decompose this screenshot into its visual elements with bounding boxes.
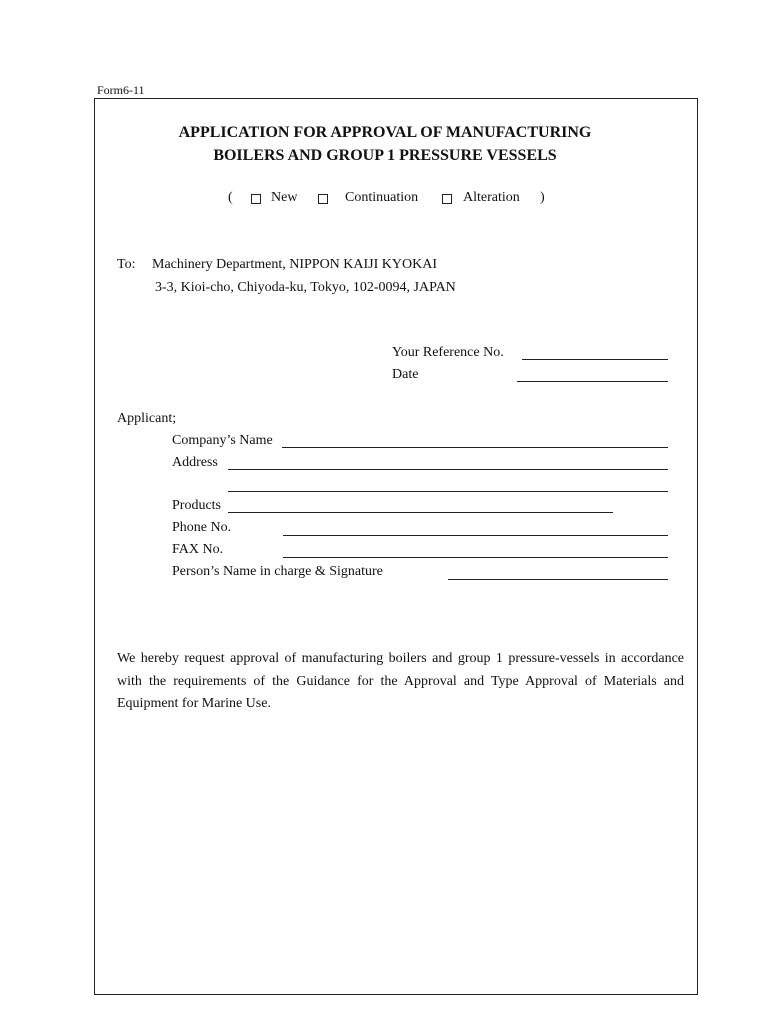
- to-label: To:: [117, 257, 136, 272]
- recipient-department: Machinery Department, NIPPON KAIJI KYOKAI: [152, 257, 437, 272]
- continuation-option-label: Continuation: [345, 190, 419, 205]
- alteration-checkbox[interactable]: [442, 194, 452, 204]
- request-statement: We hereby request approval of manufacturing boilers and group 1 pressure-vessels in accordance with the requirements of the Guidance for the Approval and Type Approval of Materials and Equipment for Marine Use.: [117, 651, 684, 711]
- person-in-charge-label: Person’s Name in charge & Signature: [172, 564, 383, 579]
- date-field[interactable]: [517, 381, 668, 382]
- person-in-charge-field[interactable]: [448, 579, 668, 580]
- open-paren: (: [228, 190, 233, 205]
- alteration-option-label: Alteration: [463, 190, 520, 205]
- phone-label: Phone No.: [172, 520, 232, 535]
- form-title-line-2: BOILERS AND GROUP 1 PRESSURE VESSELS: [213, 147, 557, 164]
- reference-number-field[interactable]: [522, 359, 668, 360]
- date-label: Date: [392, 367, 419, 382]
- fax-label: FAX No.: [172, 542, 224, 557]
- reference-number-label: Your Reference No.: [392, 345, 504, 360]
- new-option-label: New: [271, 190, 298, 205]
- recipient-address: 3-3, Kioi-cho, Chiyoda-ku, Tokyo, 102-0094, JAPAN: [155, 280, 456, 295]
- continuation-checkbox[interactable]: [318, 194, 328, 204]
- phone-field[interactable]: [283, 535, 668, 536]
- address-field-line-1[interactable]: [228, 469, 668, 470]
- applicant-heading: Applicant;: [117, 411, 177, 426]
- address-field-line-2[interactable]: [228, 491, 668, 492]
- products-field[interactable]: [228, 512, 613, 513]
- products-label: Products: [172, 498, 221, 513]
- form-number: Form6-11: [97, 83, 145, 97]
- new-checkbox[interactable]: [251, 194, 261, 204]
- fax-field[interactable]: [283, 557, 668, 558]
- company-name-field[interactable]: [282, 447, 668, 448]
- close-paren: ): [540, 190, 545, 205]
- form-title-line-1: APPLICATION FOR APPROVAL OF MANUFACTURING: [178, 124, 592, 141]
- address-label: Address: [172, 455, 218, 470]
- company-name-label: Company’s Name: [172, 433, 273, 448]
